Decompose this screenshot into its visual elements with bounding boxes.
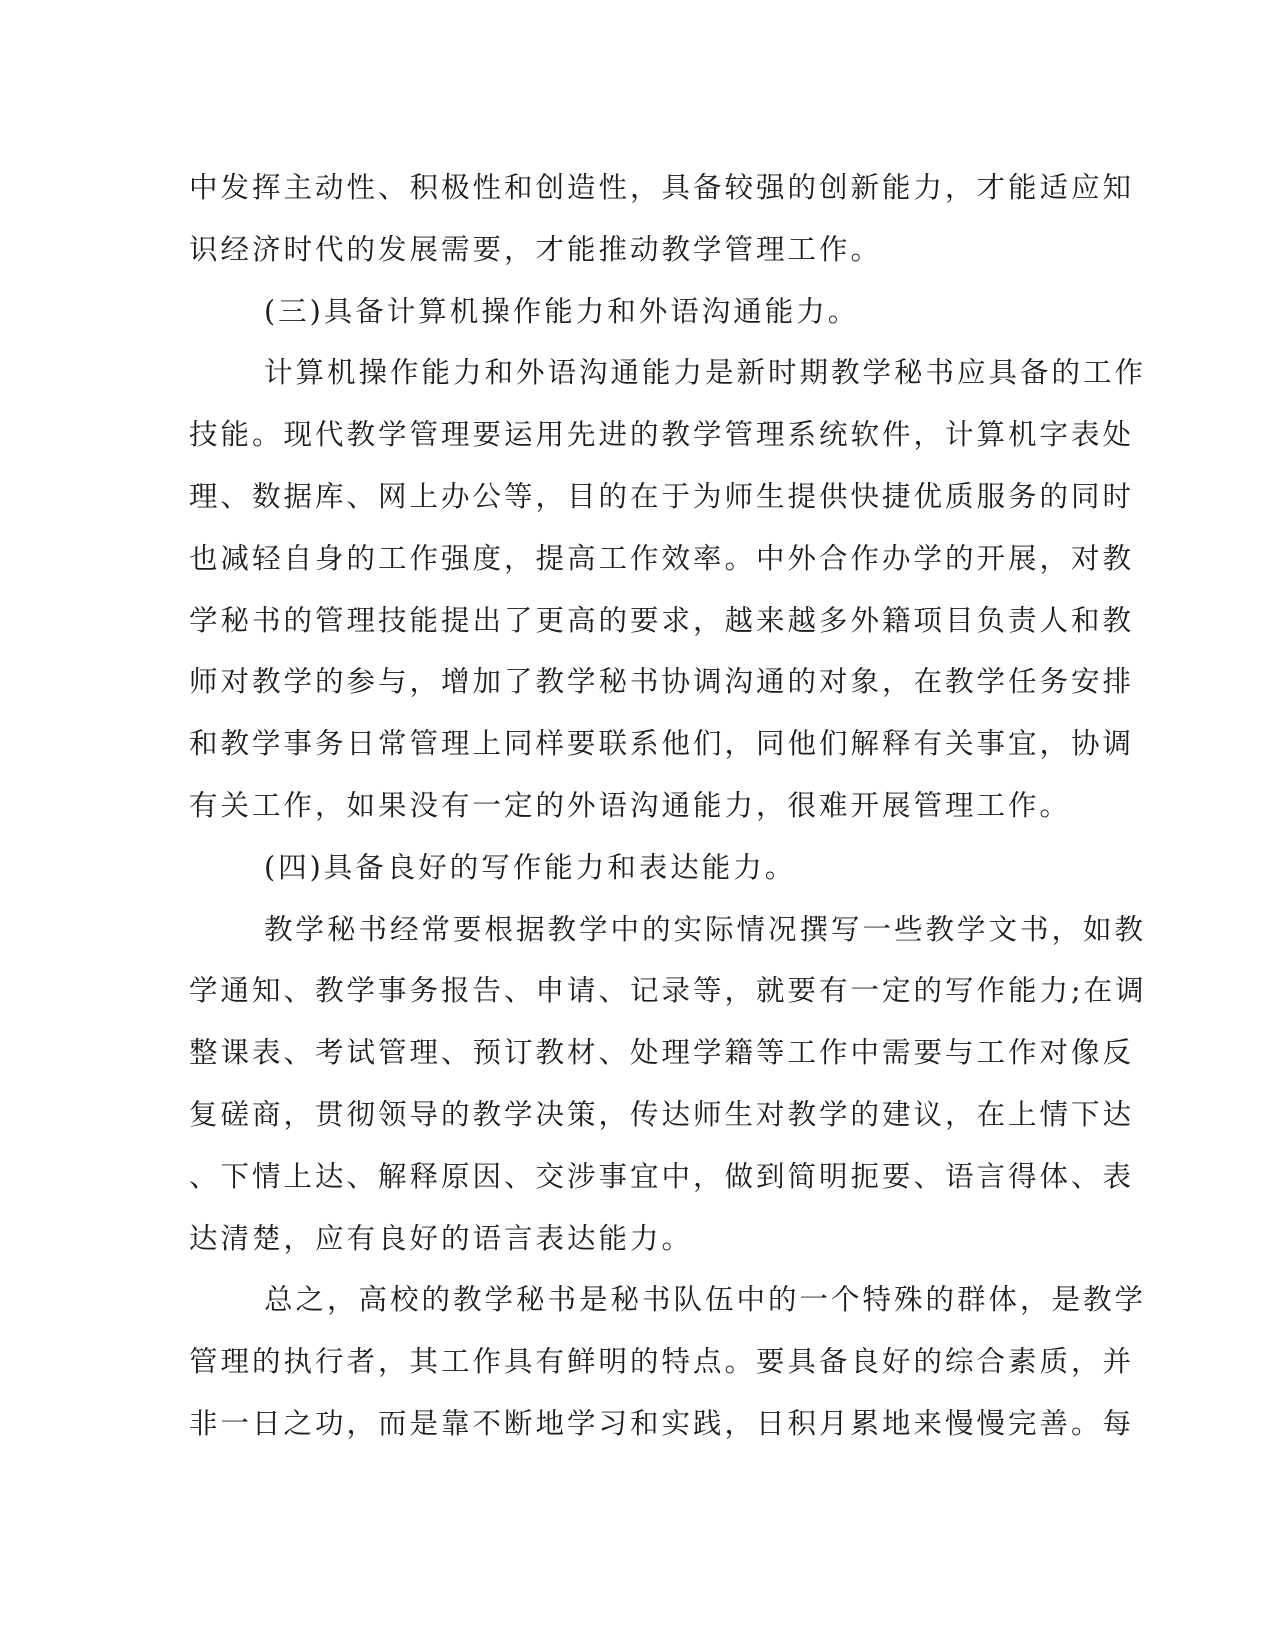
text-line: 非一日之功，而是靠不断地学习和实践，日积月累地来慢慢完善。每 xyxy=(189,1406,1135,1440)
text-line: 学通知、教学事务报告、申请、记录等，就要有一定的写作能力;在调 xyxy=(189,974,1147,1008)
text-line: 学秘书的管理技能提出了更高的要求，越来越多外籍项目负责人和教 xyxy=(189,603,1135,637)
text-line: 教学秘书经常要根据教学中的实际情况撰写一些教学文书，如教 xyxy=(264,912,1147,946)
text-line: 中发挥主动性、积极性和创造性，具备较强的创新能力，才能适应知 xyxy=(189,171,1135,204)
text-line: 理、数据库、网上办公等，目的在于为师生提供快捷优质服务的同时 xyxy=(189,479,1135,513)
body-text xyxy=(189,157,1147,1455)
text-line: 复磋商，贯彻领导的教学决策，传达师生对教学的建议，在上情下达 xyxy=(189,1097,1135,1131)
text-line: 总之，高校的教学秘书是秘书队伍中的一个特殊的群体，是教学 xyxy=(264,1283,1147,1317)
text-line: 达清楚，应有良好的语言表达能力。 xyxy=(189,1221,694,1255)
section-heading: (三)具备计算机操作能力和外语沟通能力。 xyxy=(264,294,860,328)
text-line: 师对教学的参与，增加了教学秘书协调沟通的对象，在教学任务安排 xyxy=(189,665,1135,699)
text-line: 和教学事务日常管理上同样要联系他们，同他们解释有关事宜，协调 xyxy=(189,727,1135,761)
text-line: 有关工作，如果没有一定的外语沟通能力，很难开展管理工作。 xyxy=(189,788,1072,822)
text-line: 计算机操作能力和外语沟通能力是新时期教学秘书应具备的工作 xyxy=(264,356,1147,390)
text-line: 也减轻自身的工作强度，提高工作效率。中外合作办学的开展，对教 xyxy=(189,541,1135,575)
section-heading: (四)具备良好的写作能力和表达能力。 xyxy=(264,850,797,884)
text-line: 识经济时代的发展需要，才能推动教学管理工作。 xyxy=(189,232,883,266)
text-line: 整课表、考试管理、预订教材、处理学籍等工作中需要与工作对像反 xyxy=(189,1036,1135,1070)
text-line: 管理的执行者，其工作具有鲜明的特点。要具备良好的综合素质，并 xyxy=(189,1345,1135,1379)
text-line: 、下情上达、解释原因、交涉事宜中，做到简明扼要、语言得体、表 xyxy=(189,1159,1135,1193)
text-line: 技能。现代教学管理要运用先进的教学管理系统软件，计算机字表处 xyxy=(189,418,1135,452)
